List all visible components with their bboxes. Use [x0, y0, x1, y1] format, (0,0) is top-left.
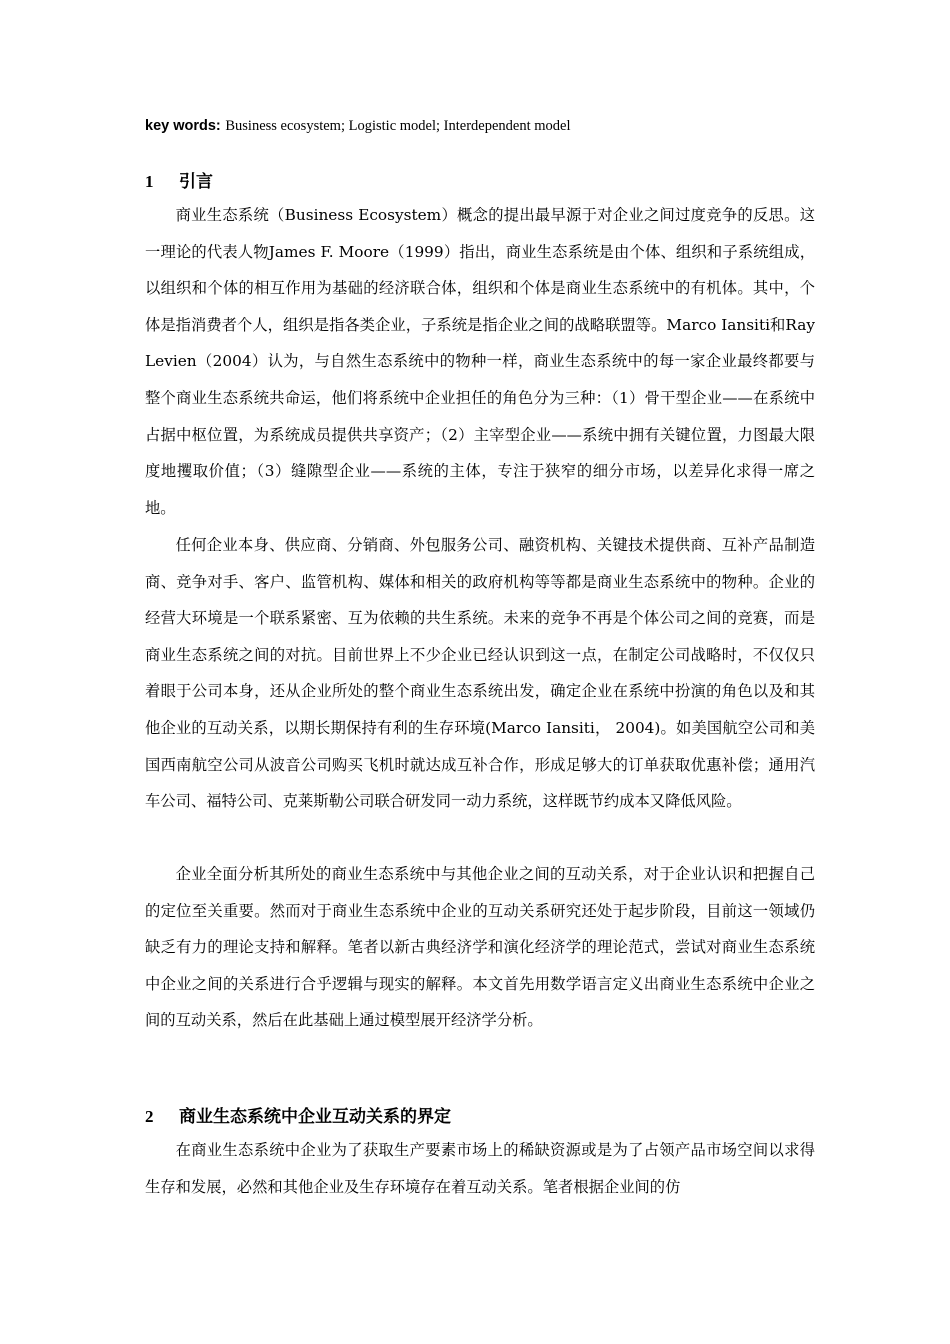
section-1-paragraph-1: 商业生态系统（Business Ecosystem）概念的提出最早源于对企业之间过度竞争的反思。这一理论的代表人物James F. Moore（1999）指出，商业生态系统是由个体、组织和子系统组成，以组织和个体的相互作用为基础的经济联合体，组织和个体是商业生态系统中的有机体。其中，个体是指消费者个人，组织是指各类企业，子系统是指企业之间的战略联盟等。Marco Iansiti和Ray Levien（2004）认为，与自然生态系统中的物种一样，商业生态系统中的每一家企业最终都要与整个商业生态系统共命运，他们将系统中企业担任的角色分为三种：（1）骨干型企业——在系统中占据中枢位置，为系统成员提供共享资产；（2）主宰型企业——系统中拥有关键位置，力图最大限度地攫取价值；（3）缝隙型企业——系统的主体，专注于狭窄的细分市场，以差异化求得一席之地。	[145, 206, 815, 517]
section-2-paragraph-1: 在商业生态系统中企业为了获取生产要素市场上的稀缺资源或是为了占领产品市场空间以求得生存和发展，必然和其他企业及生存环境存在着互动关系。笔者根据企业间的仿	[145, 1141, 815, 1196]
section-2-title: 商业生态系统中企业互动关系的界定	[179, 1107, 451, 1127]
section-2-heading	[145, 1102, 451, 1127]
keywords-label: key words:	[145, 118, 221, 134]
section-1-number: 1	[145, 172, 154, 191]
section-1-title: 引言	[179, 172, 213, 192]
section-2-number: 2	[145, 1107, 154, 1126]
keywords-line	[145, 118, 570, 135]
keywords-text: Business ecosystem; Logistic model; Interdependent model	[225, 118, 571, 134]
section-1-heading	[145, 167, 213, 192]
section-1-paragraph-2: 任何企业本身、供应商、分销商、外包服务公司、融资机构、关键技术提供商、互补产品制造商、竞争对手、客户、监管机构、媒体和相关的政府机构等等都是商业生态系统中的物种。企业的经营大环境是一个联系紧密、互为依赖的共生系统。未来的竞争不再是个体公司之间的竞赛，而是商业生态系统之间的对抗。目前世界上不少企业已经认识到这一点，在制定公司战略时，不仅仅只着眼于公司本身，还从企业所处的整个商业生态系统出发，确定企业在系统中扮演的角色以及和其他企业的互动关系，以期长期保持有利的生存环境(Marco Iansiti， 2004)。如美国航空公司和美国西南航空公司从波音公司购买飞机时就达成互补合作，形成足够大的订单获取优惠补偿；通用汽车公司、福特公司、克莱斯勒公司联合研发同一动力系统，这样既节约成本又降低风险。	[145, 536, 815, 811]
section-1-paragraph-3: 企业全面分析其所处的商业生态系统中与其他企业之间的互动关系，对于企业认识和把握自己的定位至关重要。然而对于商业生态系统中企业的互动关系研究还处于起步阶段，目前这一领域仍缺乏有力的理论支持和解释。笔者以新古典经济学和演化经济学的理论范式，尝试对商业生态系统中企业之间的关系进行合乎逻辑与现实的解释。本文首先用数学语言定义出商业生态系统中企业之间的互动关系，然后在此基础上通过模型展开经济学分析。	[145, 865, 815, 1030]
